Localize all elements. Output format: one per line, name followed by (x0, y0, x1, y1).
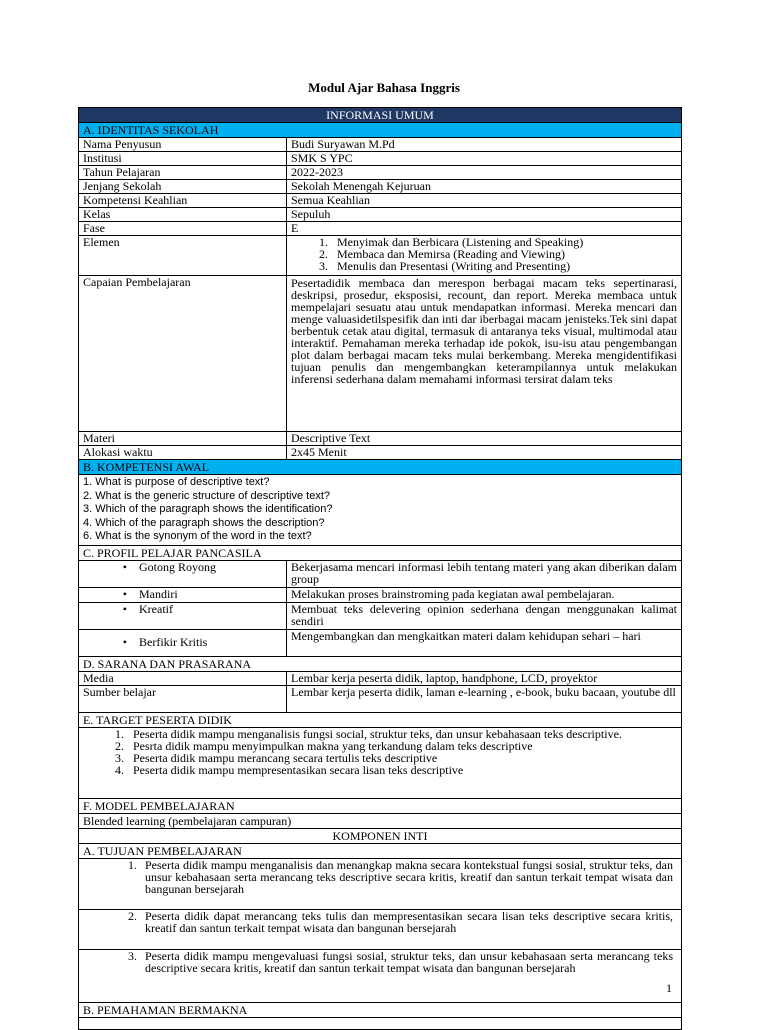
profil-value: Bekerjasama mencari informasi lebih tentang materi yang akan diberikan dalam group (291, 560, 677, 586)
profil-value: Melakukan proses brainstroming pada kegiatan awal pembelajaran. (291, 587, 615, 601)
model-pembelajaran-value: Blended learning (pembelajaran campuran) (79, 813, 681, 828)
section-identitas-sekolah: A. IDENTITAS SEKOLAH (79, 122, 681, 137)
bullet-icon: • (122, 587, 127, 601)
profil-bullet (79, 561, 286, 573)
tujuan-number: 2. (128, 909, 137, 923)
sarana-row (79, 685, 681, 712)
bullet-icon: • (122, 635, 127, 649)
kompetensi-item: 6. What is the synonym of the word in the text? (83, 530, 312, 542)
section-sarana-prasarana: D. SARANA DAN PRASARANA (79, 656, 681, 671)
module-table (78, 107, 682, 1030)
bullet-icon: • (122, 560, 127, 574)
section-profil-pelajar: C. PROFIL PELAJAR PANCASILA (79, 545, 681, 560)
section-tujuan-pembelajaran: A. TUJUAN PEMBELAJARAN (79, 843, 681, 858)
identitas-value: Semua Keahlian (291, 193, 370, 207)
identitas-value: E (291, 221, 299, 235)
profil-label-cell (79, 561, 287, 587)
tujuan-row (79, 858, 681, 909)
target-list (79, 728, 677, 776)
elemen-item: 1. Menyimak dan Berbicara (Listening and Speaking) (331, 236, 677, 248)
alokasi-value: 2x45 Menit (291, 445, 347, 459)
tujuan-item (79, 950, 673, 974)
identitas-label: Nama Penyusun (79, 138, 287, 151)
section-model-pembelajaran: F. MODEL PEMBELAJARAN (79, 798, 681, 813)
identitas-value: Sekolah Menengah Kejuruan (291, 179, 431, 193)
tujuan-text: Peserta didik mampu mengevaluasi fungsi sosial, struktur teks, dan unsur kebahasaan serta merancang teks descriptive secara kritis, kreatif dan santun terkait tempat wisata dan bangunan bersejarah (145, 949, 673, 975)
materi-label: Materi (79, 432, 287, 445)
sarana-value: Lembar kerja peserta didik, laman e-learning , e-book, buku bacaan, youtube dll (291, 685, 676, 699)
tujuan-text: Peserta didik dapat merancang teks tulis dan mempresentasikan secara lisan teks descriptive secara kritis, kreatif dan santun terkait tempat wisata dan bangunan bersejarah (145, 909, 673, 935)
target-item: 4. Peserta didik mampu mempresentasikan secara lisan teks descriptive (127, 764, 677, 776)
bullet-icon: • (122, 602, 127, 616)
materi-row (79, 431, 681, 445)
profil-label: Mandiri (139, 587, 178, 601)
profil-bullet (79, 636, 286, 648)
identitas-label: Kelas (79, 208, 287, 221)
profil-row (79, 602, 681, 629)
identitas-value: Sepuluh (291, 207, 331, 221)
elemen-label: Elemen (79, 236, 287, 275)
target-item: 3. Peserta didik mampu merancang secara tertulis teks descriptive (127, 752, 677, 764)
identitas-row (79, 137, 681, 151)
tujuan-number: 1. (128, 858, 137, 872)
profil-label-cell (79, 630, 287, 656)
identitas-row (79, 207, 681, 221)
identitas-value: SMK S YPC (291, 151, 353, 165)
target-list-row (79, 727, 681, 798)
identitas-row (79, 165, 681, 179)
sarana-value: Lembar kerja peserta didik, laptop, handphone, LCD, proyektor (291, 671, 598, 685)
identitas-row (79, 193, 681, 207)
elemen-item: 2. Membaca dan Memirsa (Reading and Viewing) (331, 248, 677, 260)
tujuan-text: Peserta didik mampu menganalisis dan menangkap makna secara kontekstual fungsi sosial, struktur teks, dan unsur kebahasaan serta merancang teks descriptive secara kritis, kreatif dan santun terkait tempat wisata dan bangunan bersejarah (145, 858, 673, 896)
identitas-row (79, 221, 681, 235)
profil-label-cell (79, 603, 287, 629)
materi-value: Descriptive Text (291, 431, 371, 445)
alokasi-row (79, 445, 681, 459)
alokasi-label: Alokasi waktu (79, 446, 287, 459)
elemen-row (79, 235, 681, 275)
identitas-row (79, 151, 681, 165)
tujuan-row (79, 909, 681, 949)
section-informasi-umum: INFORMASI UMUM (79, 108, 681, 122)
section-komponen-inti: KOMPONEN INTI (79, 828, 681, 843)
tujuan-item (79, 910, 673, 934)
elemen-item: 3. Menulis dan Presentasi (Writing and Presenting) (331, 260, 677, 272)
profil-row (79, 560, 681, 587)
profil-bullet (79, 588, 286, 600)
capaian-label: Capaian Pembelajaran (79, 276, 287, 431)
profil-label-cell (79, 588, 287, 602)
sarana-row (79, 671, 681, 685)
profil-value: Membuat teks delevering opinion sederhana dengan menggunakan kalimat sendiri (291, 602, 677, 628)
section-pemahaman-bermakna: B. PEMAHAMAN BERMAKNA (79, 1002, 681, 1017)
elemen-list-cell (287, 236, 681, 275)
kompetensi-awal-list (79, 474, 681, 545)
kompetensi-item: 3. Which of the paragraph shows the identification? (83, 503, 333, 515)
profil-label: Kreatif (139, 602, 173, 616)
kompetensi-item: 2. What is the generic structure of descriptive text? (83, 489, 331, 502)
profil-bullet (79, 603, 286, 615)
sarana-label: Sumber belajar (79, 686, 287, 712)
pemahaman-body (79, 1017, 681, 1029)
identitas-label: Kompetensi Keahlian (79, 194, 287, 207)
identitas-label: Tahun Pelajaran (79, 166, 287, 179)
profil-label: Gotong Royong (139, 560, 217, 574)
capaian-row (79, 275, 681, 431)
target-item: 2. Pesrta didik mampu menyimpulkan makna yang terkandung dalam teks descriptive (127, 740, 677, 752)
target-item: 1. Peserta didik mampu menganalisis fungsi social, struktur teks, dan unsur kebahasaan teks descriptive. (127, 728, 677, 740)
profil-row (79, 587, 681, 602)
kompetensi-item: 1. What is purpose of descriptive text? (83, 476, 270, 488)
document-title: Modul Ajar Bahasa Inggris (308, 80, 460, 95)
capaian-text: Pesertadidik membaca dan merespon berbagai macam teks sepertinarasi, deskripsi, prosedur, eksposisi, recount, dan report. Mereka membaca untuk mempelajari sesuatu atau untuk mendapatkan informasi. Mereka mencari dan menge valuasidetilspesifik dan inti dar iberbagai macam jenisteks.Tek sini dapat berbentuk cetak atau digital, termasuk di antaranya teks visual, multimodal atau interaktif. Pemahaman mereka terhadap ide pokok, isu-isu atau pengembangan plot dalam berbagai macam teks mulai berkembang. Mereka mengidentifikasi tujuan penulis dan mengembangkan keterampilannya untuk melakukan inferensi sederhana dalam memahami informasi tersirat dalam teks (291, 276, 677, 386)
profil-row (79, 629, 681, 656)
identitas-label: Jenjang Sekolah (79, 180, 287, 193)
section-target-peserta: E. TARGET PESERTA DIDIK (79, 712, 681, 727)
profil-value: Mengembangkan dan mengkaitkan materi dalam kehidupan sehari – hari (291, 629, 641, 643)
identitas-value: 2022-2023 (291, 165, 343, 179)
identitas-label: Fase (79, 222, 287, 235)
profil-label: Berfikir Kritis (139, 635, 208, 649)
tujuan-number: 3. (128, 949, 137, 963)
page-number: 1 (666, 981, 672, 995)
identitas-row (79, 179, 681, 193)
kompetensi-item: 4. Which of the paragraph shows the description? (83, 516, 325, 529)
identitas-value: Budi Suryawan M.Pd (291, 137, 395, 151)
tujuan-row (79, 949, 681, 1002)
sarana-label: Media (79, 672, 287, 685)
identitas-label: Institusi (79, 152, 287, 165)
elemen-list (291, 236, 677, 272)
tujuan-item (79, 859, 673, 895)
section-kompetensi-awal: B. KOMPETENSI AWAL (79, 459, 681, 474)
